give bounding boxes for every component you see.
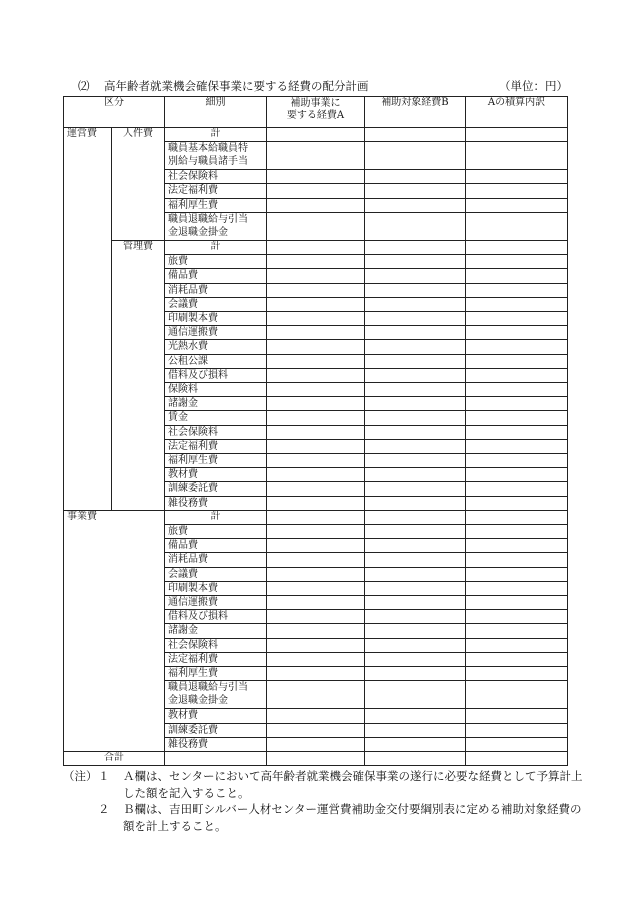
header-amount-b: 補助対象経費B — [365, 97, 466, 128]
amount-a-cell[interactable] — [267, 709, 365, 723]
breakdown-cell[interactable] — [466, 652, 568, 666]
amount-a-cell[interactable] — [267, 567, 365, 581]
breakdown-cell[interactable] — [466, 468, 568, 482]
breakdown-cell[interactable] — [466, 482, 568, 496]
amount-b-cell[interactable] — [365, 297, 466, 311]
amount-b-cell[interactable] — [365, 311, 466, 325]
breakdown-cell[interactable] — [466, 524, 568, 538]
amount-b-cell[interactable] — [365, 610, 466, 624]
amount-a-cell[interactable] — [267, 723, 365, 737]
note-item — [63, 801, 583, 834]
amount-a-cell[interactable] — [267, 383, 365, 397]
amount-b-cell[interactable] — [365, 567, 466, 581]
item-label: 旅費 — [165, 524, 267, 538]
amount-b-cell[interactable] — [365, 128, 466, 142]
amount-b-cell[interactable] — [365, 454, 466, 468]
item-label: 備品費 — [165, 539, 267, 553]
breakdown-cell[interactable] — [466, 184, 568, 198]
breakdown-cell[interactable] — [466, 142, 568, 170]
item-label: 雑役務費 — [165, 496, 267, 510]
amount-b-cell[interactable] — [365, 666, 466, 680]
breakdown-cell[interactable] — [466, 751, 568, 765]
notes — [63, 768, 583, 834]
section-heading — [78, 78, 568, 94]
note-number: ２ — [98, 802, 110, 816]
breakdown-cell[interactable] — [466, 681, 568, 709]
amount-b-cell[interactable] — [365, 709, 466, 723]
amount-b-cell[interactable] — [365, 425, 466, 439]
amount-b-cell[interactable] — [365, 510, 466, 524]
breakdown-cell[interactable] — [466, 397, 568, 411]
amount-b-cell[interactable] — [365, 241, 466, 255]
amount-a-cell[interactable] — [267, 368, 365, 382]
item-label: 職員退職給与引当 金退職金掛金 — [165, 212, 267, 240]
breakdown-cell[interactable] — [466, 340, 568, 354]
amount-a-cell[interactable] — [267, 624, 365, 638]
amount-b-cell[interactable] — [365, 184, 466, 198]
amount-a-cell[interactable] — [267, 681, 365, 709]
amount-a-cell[interactable] — [267, 297, 365, 311]
breakdown-cell[interactable] — [466, 128, 568, 142]
item-label: 会議費 — [165, 297, 267, 311]
amount-b-cell[interactable] — [365, 255, 466, 269]
breakdown-cell[interactable] — [466, 311, 568, 325]
amount-b-cell[interactable] — [365, 439, 466, 453]
item-label: 訓練委託費 — [165, 723, 267, 737]
amount-b-cell[interactable] — [365, 553, 466, 567]
amount-b-cell[interactable] — [365, 638, 466, 652]
item-label: 光熱水費 — [165, 340, 267, 354]
amount-a-cell[interactable] — [267, 468, 365, 482]
breakdown-cell[interactable] — [466, 425, 568, 439]
item-label: 教材費 — [165, 468, 267, 482]
item-label: 雑役務費 — [165, 737, 267, 751]
breakdown-cell[interactable] — [466, 624, 568, 638]
amount-a-cell[interactable] — [267, 326, 365, 340]
amount-a-cell[interactable] — [267, 539, 365, 553]
amount-a-cell[interactable] — [267, 482, 365, 496]
breakdown-cell[interactable] — [466, 595, 568, 609]
amount-a-cell[interactable] — [267, 283, 365, 297]
amount-a-cell[interactable] — [267, 397, 365, 411]
amount-a-cell[interactable] — [267, 610, 365, 624]
amount-b-cell[interactable] — [365, 652, 466, 666]
amount-a-cell[interactable] — [267, 198, 365, 212]
subtotal-label: 計 — [165, 241, 267, 255]
amount-b-cell[interactable] — [365, 354, 466, 368]
item-label: 教材費 — [165, 709, 267, 723]
group-admin: 管理費 — [112, 241, 165, 511]
breakdown-cell[interactable] — [466, 354, 568, 368]
item-label: 会議費 — [165, 567, 267, 581]
breakdown-cell[interactable] — [466, 383, 568, 397]
section-title: 高年齢者就業機会確保事業に要する経費の配分計画 — [104, 79, 369, 93]
breakdown-cell[interactable] — [466, 539, 568, 553]
breakdown-cell[interactable] — [466, 610, 568, 624]
amount-b-cell[interactable] — [365, 170, 466, 184]
breakdown-cell[interactable] — [466, 255, 568, 269]
breakdown-cell[interactable] — [466, 198, 568, 212]
unit-label: （単位：円） — [499, 79, 568, 93]
amount-a-cell[interactable] — [267, 496, 365, 510]
item-label: 賃金 — [165, 411, 267, 425]
amount-a-cell[interactable] — [267, 751, 365, 765]
breakdown-cell[interactable] — [466, 581, 568, 595]
amount-a-cell[interactable] — [267, 439, 365, 453]
note-item — [63, 768, 583, 801]
breakdown-cell[interactable] — [466, 439, 568, 453]
amount-a-cell[interactable] — [267, 652, 365, 666]
note-label: （注） — [63, 769, 98, 783]
amount-a-cell[interactable] — [267, 128, 365, 142]
item-label: 福利厚生費 — [165, 666, 267, 680]
item-label: 印刷製本費 — [165, 581, 267, 595]
amount-a-cell[interactable] — [267, 269, 365, 283]
amount-a-cell[interactable] — [267, 638, 365, 652]
header-item: 細別 — [165, 97, 267, 128]
amount-a-cell[interactable] — [267, 510, 365, 524]
note-text: Ａ欄は、センターにおいて高年齢者就業機会確保事業の遂行に必要な経費として予算計上した額を記入すること。 — [123, 769, 583, 800]
item-label: 諸謝金 — [165, 397, 267, 411]
item-label: 諸謝金 — [165, 624, 267, 638]
header-category: 区分 — [64, 97, 165, 128]
item-label: 通信運搬費 — [165, 326, 267, 340]
item-label: 職員退職給与引当 金退職金掛金 — [165, 681, 267, 709]
item-label: 公租公課 — [165, 354, 267, 368]
item-label: 借料及び損料 — [165, 610, 267, 624]
amount-b-cell[interactable] — [365, 482, 466, 496]
item-label: 訓練委託費 — [165, 482, 267, 496]
amount-b-cell[interactable] — [365, 539, 466, 553]
amount-b-cell[interactable] — [365, 397, 466, 411]
breakdown-cell[interactable] — [466, 709, 568, 723]
breakdown-cell[interactable] — [466, 283, 568, 297]
budget-table — [63, 96, 568, 766]
amount-b-cell[interactable] — [365, 340, 466, 354]
breakdown-cell[interactable] — [466, 212, 568, 240]
amount-b-cell[interactable] — [365, 269, 466, 283]
item-label: 消耗品費 — [165, 283, 267, 297]
amount-a-cell[interactable] — [267, 241, 365, 255]
amount-b-cell[interactable] — [365, 142, 466, 170]
item-label: 社会保険料 — [165, 170, 267, 184]
amount-b-cell[interactable] — [365, 283, 466, 297]
amount-b-cell[interactable] — [365, 383, 466, 397]
amount-a-cell[interactable] — [267, 737, 365, 751]
item-label: 社会保険料 — [165, 638, 267, 652]
header-breakdown: Aの積算内訳 — [466, 97, 568, 128]
breakdown-cell[interactable] — [466, 269, 568, 283]
amount-a-cell[interactable] — [267, 354, 365, 368]
item-label: 福利厚生費 — [165, 454, 267, 468]
item-label: 消耗品費 — [165, 553, 267, 567]
breakdown-cell[interactable] — [466, 454, 568, 468]
amount-a-cell[interactable] — [267, 553, 365, 567]
item-label: 通信運搬費 — [165, 595, 267, 609]
amount-b-cell[interactable] — [365, 581, 466, 595]
subtotal-label: 計 — [165, 510, 267, 524]
amount-a-cell[interactable] — [267, 524, 365, 538]
item-label: 備品費 — [165, 269, 267, 283]
breakdown-cell[interactable] — [466, 723, 568, 737]
amount-a-cell[interactable] — [267, 311, 365, 325]
category-project: 事業費 — [64, 510, 165, 751]
item-label: 保険料 — [165, 383, 267, 397]
amount-b-cell[interactable] — [365, 198, 466, 212]
breakdown-cell[interactable] — [466, 496, 568, 510]
note-text: Ｂ欄は、吉田町シルバー人材センター運営費補助金交付要綱別表に定める補助対象経費の額を計上すること。 — [123, 802, 582, 833]
amount-b-cell[interactable] — [365, 496, 466, 510]
amount-b-cell[interactable] — [365, 212, 466, 240]
total-item-cell — [165, 751, 267, 765]
amount-b-cell[interactable] — [365, 595, 466, 609]
total-label: 合計 — [64, 751, 165, 765]
amount-b-cell[interactable] — [365, 751, 466, 765]
item-label: 職員基本給職員特 別給与職員諸手当 — [165, 142, 267, 170]
item-label: 法定福利費 — [165, 184, 267, 198]
header-amount-a: 補助事業に 要する経費A — [267, 97, 365, 128]
item-label: 印刷製本費 — [165, 311, 267, 325]
breakdown-cell[interactable] — [466, 510, 568, 524]
breakdown-cell[interactable] — [466, 326, 568, 340]
amount-b-cell[interactable] — [365, 411, 466, 425]
breakdown-cell[interactable] — [466, 241, 568, 255]
amount-b-cell[interactable] — [365, 326, 466, 340]
breakdown-cell[interactable] — [466, 411, 568, 425]
item-label: 借料及び損料 — [165, 368, 267, 382]
group-personnel: 人件費 — [112, 128, 165, 241]
amount-a-cell[interactable] — [267, 454, 365, 468]
breakdown-cell[interactable] — [466, 553, 568, 567]
amount-a-cell[interactable] — [267, 595, 365, 609]
amount-b-cell[interactable] — [365, 524, 466, 538]
amount-b-cell[interactable] — [365, 737, 466, 751]
amount-a-cell[interactable] — [267, 184, 365, 198]
breakdown-cell[interactable] — [466, 567, 568, 581]
breakdown-cell[interactable] — [466, 368, 568, 382]
amount-b-cell[interactable] — [365, 468, 466, 482]
breakdown-cell[interactable] — [466, 170, 568, 184]
item-label: 法定福利費 — [165, 652, 267, 666]
amount-a-cell[interactable] — [267, 142, 365, 170]
amount-b-cell[interactable] — [365, 624, 466, 638]
amount-a-cell[interactable] — [267, 340, 365, 354]
breakdown-cell[interactable] — [466, 666, 568, 680]
amount-a-cell[interactable] — [267, 170, 365, 184]
amount-a-cell[interactable] — [267, 425, 365, 439]
breakdown-cell[interactable] — [466, 737, 568, 751]
breakdown-cell[interactable] — [466, 297, 568, 311]
amount-b-cell[interactable] — [365, 723, 466, 737]
breakdown-cell[interactable] — [466, 638, 568, 652]
amount-a-cell[interactable] — [267, 255, 365, 269]
item-label: 法定福利費 — [165, 439, 267, 453]
subtotal-label: 計 — [165, 128, 267, 142]
item-label: 福利厚生費 — [165, 198, 267, 212]
amount-a-cell[interactable] — [267, 666, 365, 680]
item-label: 社会保険料 — [165, 425, 267, 439]
note-number: １ — [98, 769, 110, 783]
item-label: 旅費 — [165, 255, 267, 269]
amount-a-cell[interactable] — [267, 212, 365, 240]
category-operations: 運営費 — [64, 128, 112, 511]
amount-a-cell[interactable] — [267, 411, 365, 425]
amount-b-cell[interactable] — [365, 368, 466, 382]
amount-b-cell[interactable] — [365, 681, 466, 709]
amount-a-cell[interactable] — [267, 581, 365, 595]
section-number: ⑵ — [78, 79, 90, 93]
